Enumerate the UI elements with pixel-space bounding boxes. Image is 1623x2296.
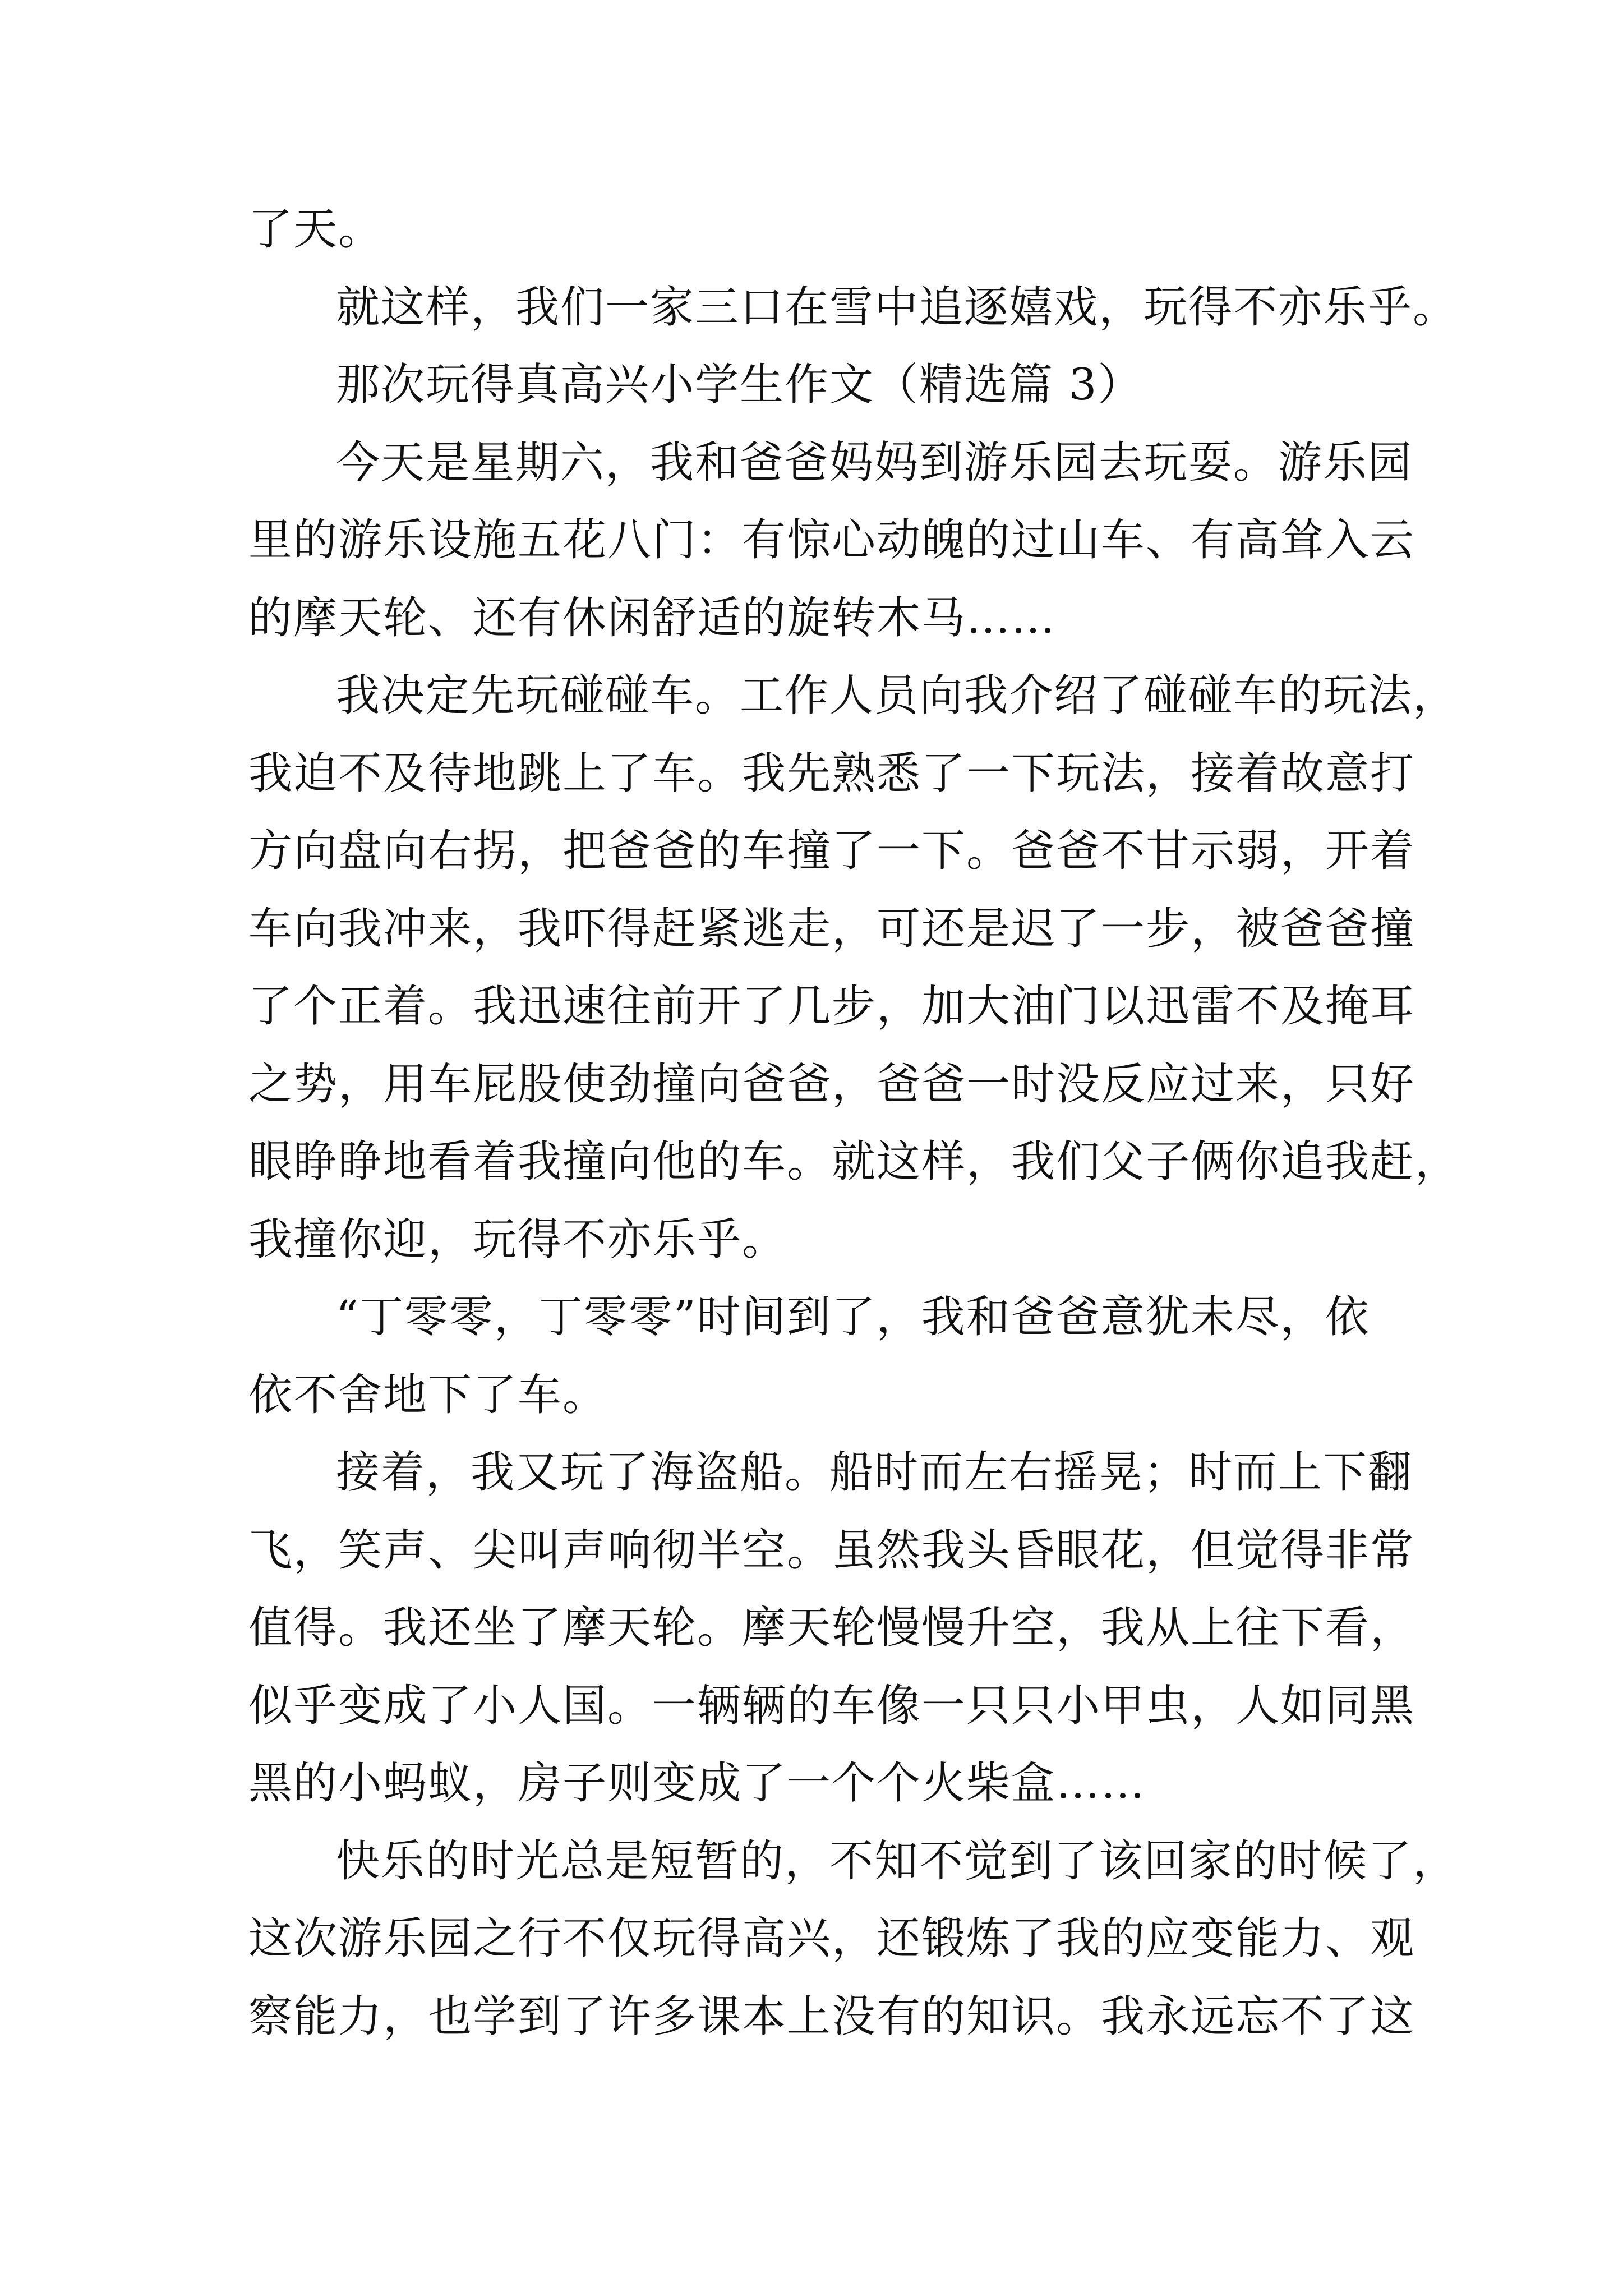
- text-line: 眼睁睁地看着我撞向他的车。就这样，我们父子俩你追我赶，: [248, 1137, 1460, 1187]
- text-line: 车向我冲来，我吓得赶紧逃走，可还是迟了一步，被爸爸撞: [248, 903, 1415, 954]
- text-line: 里的游乐设施五花八门：有惊心动魄的过山车、有高耸入云: [248, 515, 1415, 565]
- text-line: “丁零零，丁零零”时间到了，我和爸爸意犹未尽，依: [336, 1292, 1370, 1342]
- text-line: 我撞你迎，玩得不亦乐乎。: [248, 1214, 787, 1265]
- text-line: 的摩天轮、还有休闲舒适的旋转木马……: [248, 592, 1057, 643]
- essay-text: [248, 191, 1460, 2055]
- text-line: 察能力，也学到了许多课本上没有的知识。我永远忘不了这: [248, 1991, 1415, 2042]
- text-line: 就这样，我们一家三口在雪中追逐嬉戏，玩得不亦乐乎。: [336, 282, 1458, 333]
- section-heading: 那次玩得真高兴小学生作文（精选篇 3）: [336, 360, 1143, 410]
- text-line: 黑的小蚂蚁，房子则变成了一个个火柴盒……: [248, 1758, 1146, 1809]
- text-line: 接着，我又玩了海盗船。船时而左右摇晃；时而上下翻: [336, 1447, 1413, 1498]
- text-line: 飞，笑声、尖叫声响彻半空。虽然我头昏眼花，但觉得非常: [248, 1525, 1415, 1576]
- text-line: 我迫不及待地跳上了车。我先熟悉了一下玩法，接着故意打: [248, 748, 1415, 799]
- text-line: 快乐的时光总是短暂的，不知不觉到了该回家的时候了，: [336, 1835, 1458, 1887]
- text-line: 方向盘向右拐，把爸爸的车撞了一下。爸爸不甘示弱，开着: [248, 826, 1415, 876]
- text-line: 似乎变成了小人国。一辆辆的车像一只只小甲虫，人如同黑: [248, 1680, 1415, 1731]
- text-line: 依不舍地下了车。: [248, 1369, 608, 1420]
- text-line: 之势，用车屁股使劲撞向爸爸，爸爸一时没反应过来，只好: [248, 1059, 1415, 1110]
- text-line: 今天是星期六，我和爸爸妈妈到游乐园去玩耍。游乐园: [336, 437, 1413, 488]
- text-line: 这次游乐园之行不仅玩得高兴，还锻炼了我的应变能力、观: [248, 1913, 1415, 1964]
- text-line: 了个正着。我迅速往前开了几步，加大油门以迅雷不及掩耳: [248, 981, 1415, 1032]
- text-line: 我决定先玩碰碰车。工作人员向我介绍了碰碰车的玩法，: [336, 670, 1458, 721]
- text-line: 了天。: [248, 204, 384, 255]
- text-line: 值得。我还坐了摩天轮。摩天轮慢慢升空，我从上往下看，: [248, 1603, 1415, 1653]
